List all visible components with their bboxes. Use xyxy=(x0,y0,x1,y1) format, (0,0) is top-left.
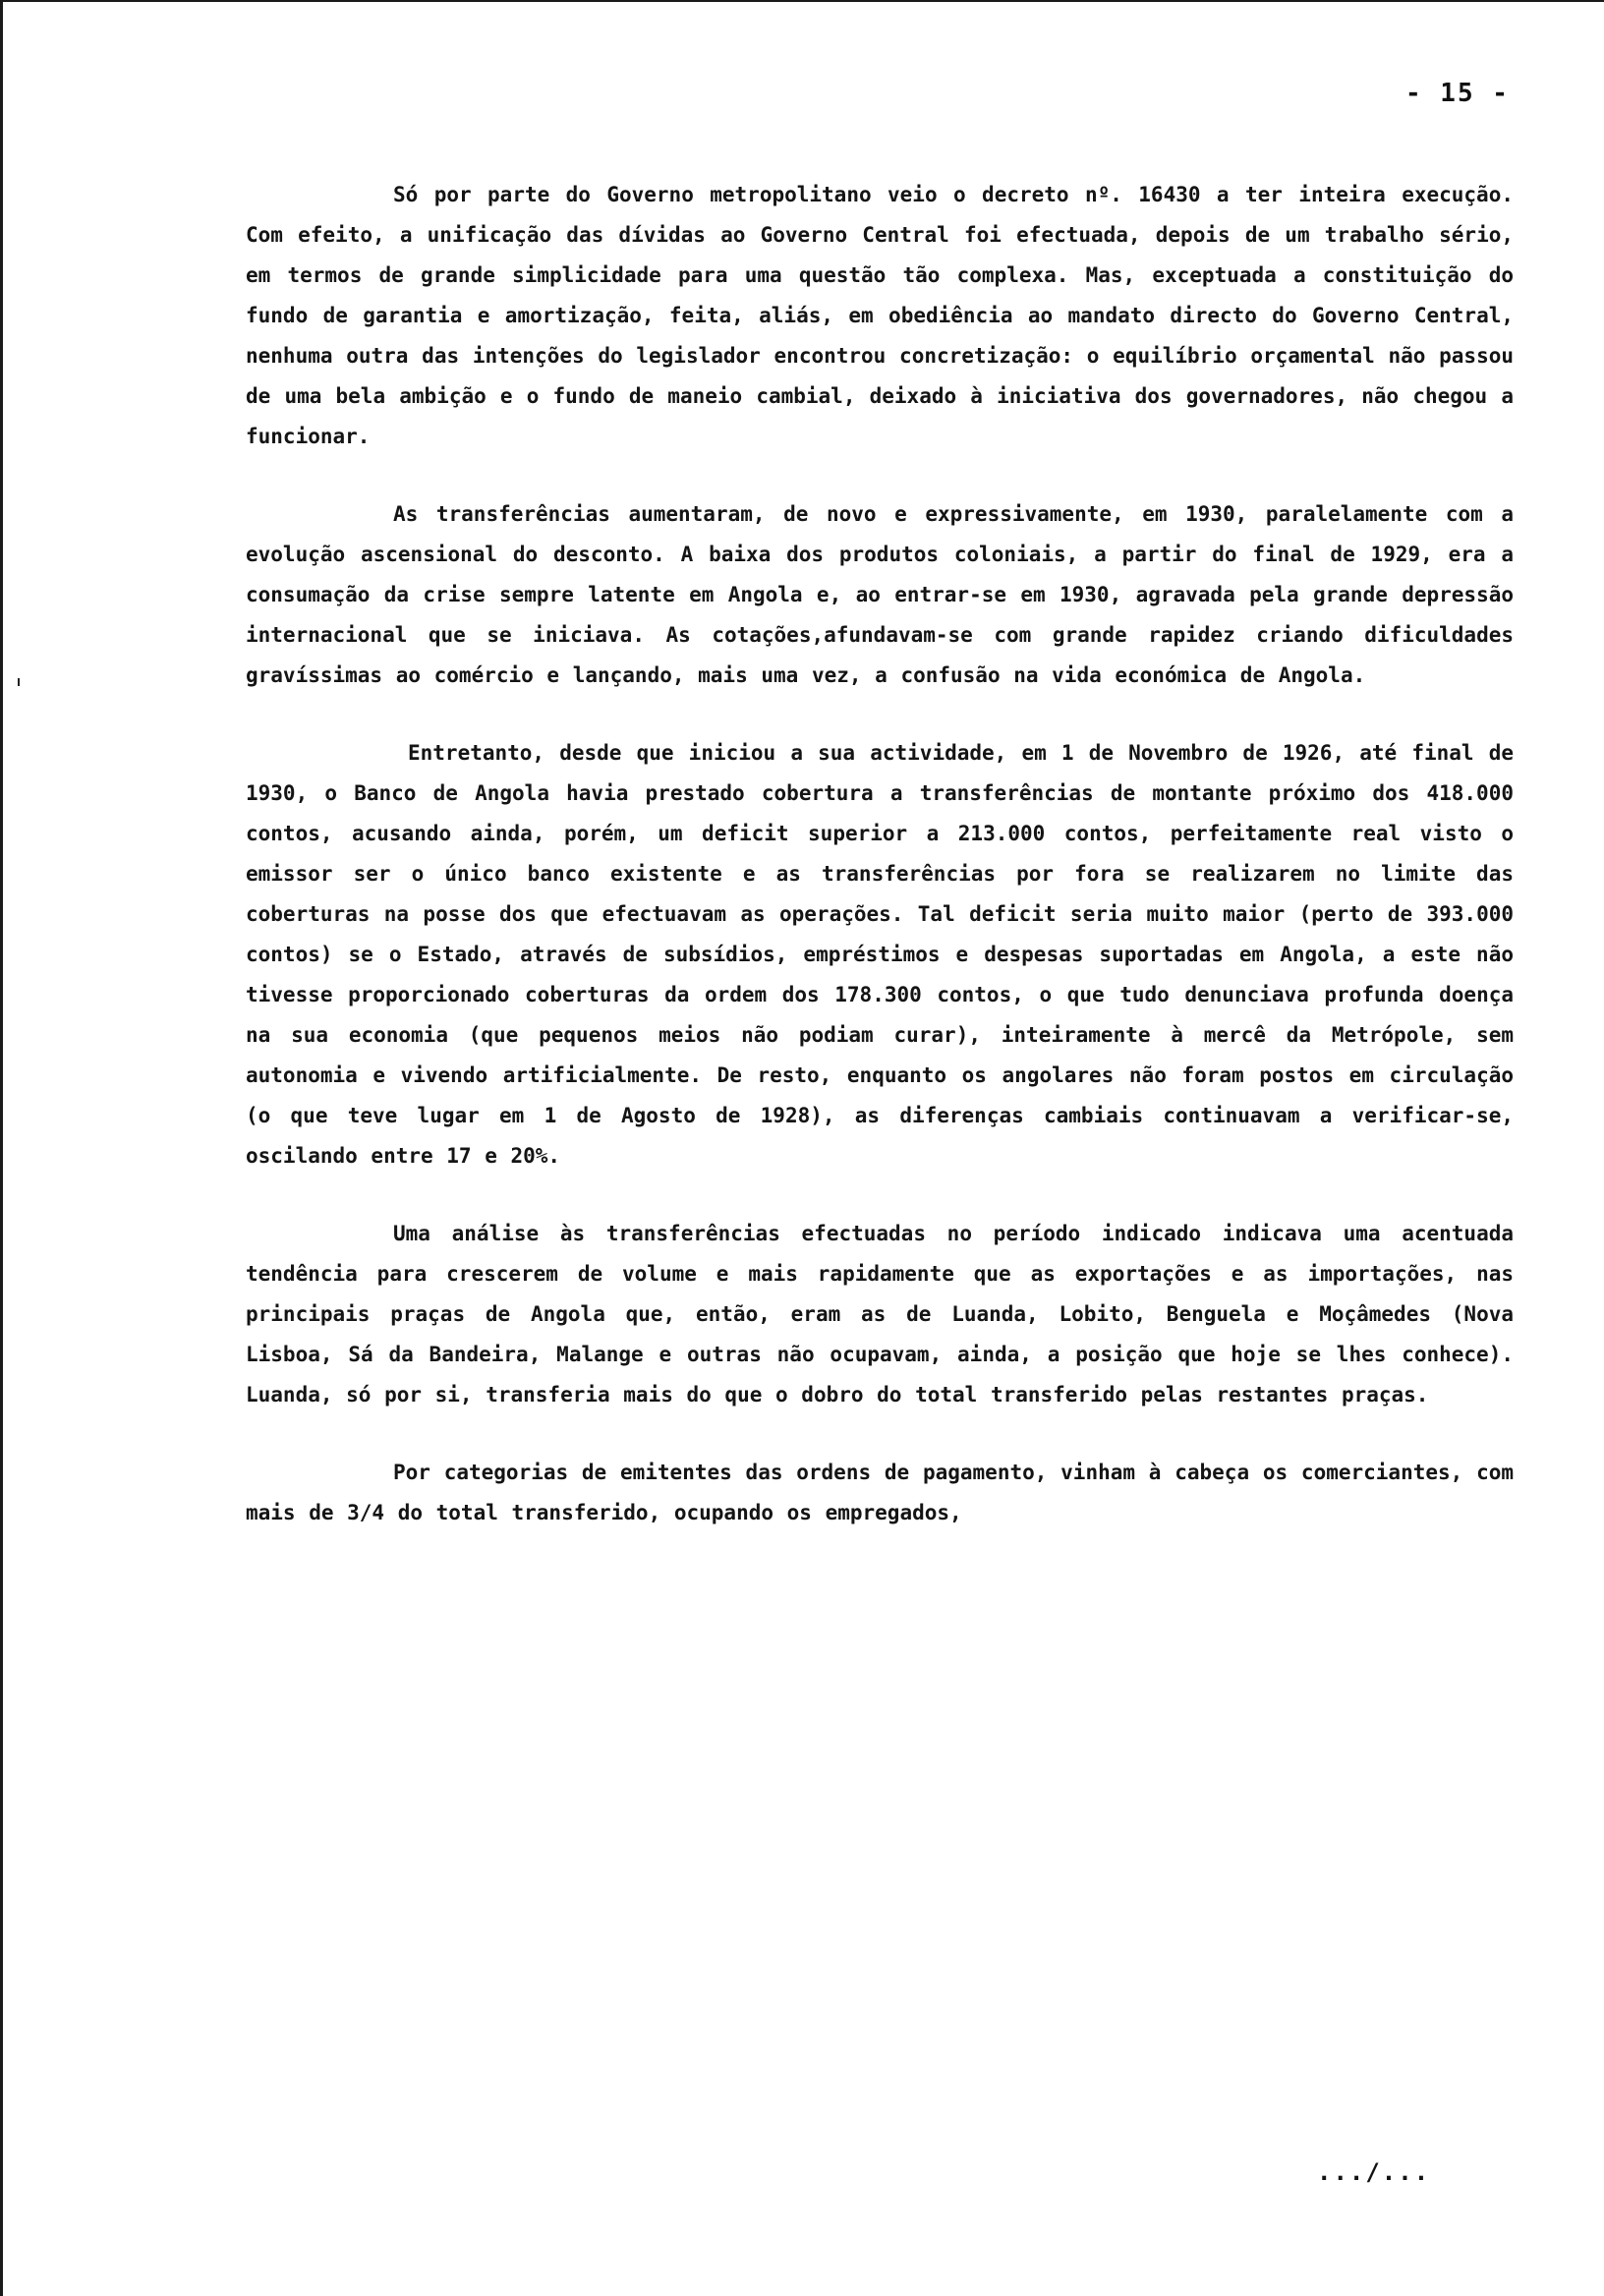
page-top-edge xyxy=(0,0,1604,2)
paragraph-4: Uma análise às transferências efectuadas no período indicado indicava uma acentuada tendência para crescerem de volume e mais rapidamente que as exportações e as importações, nas principais praças de Angola que, então, eram as de Luanda, Lobito, Benguela e Moçâmedes (Nova Lisboa, Sá da Bandeira, Malange e outras não ocupavam, ainda, a posição que hoje se lhes conhece). Luanda, só por si, transferia mais do que o dobro do total transferido pelas restantes praças. xyxy=(246,1222,1514,1406)
page-number: - 15 - xyxy=(1405,79,1510,108)
paragraph-1: Só por parte do Governo metropolitano veio o decreto nº. 16430 a ter inteira execução. Com efeito, a unificação das dívidas ao Governo Central foi efectuada, depois de um trabalho sério, em termos de grande simplicidade para uma questão tão complexa. Mas, exceptuada a constituição do fundo de garantia e amortização, feita, aliás, em obediência ao mandato directo do Governo Central, nenhuma outra das intenções do legislador encontrou concretização: o equilíbrio orçamental não passou de uma bela ambição e o fundo de maneio cambial, deixado à iniciativa dos governadores, não chegou a funcionar. xyxy=(246,183,1514,448)
scan-mark xyxy=(18,678,20,686)
continuation-mark: .../... xyxy=(1317,2158,1431,2186)
page-left-edge xyxy=(0,0,3,2296)
paragraph-2: As transferências aumentaram, de novo e expressivamente, em 1930, paralelamente com a evolução ascensional do desconto. A baixa dos produtos coloniais, a partir do final de 1929, era a consumação da crise sempre latente em Angola e, ao entrar-se em 1930, agravada pela grande depressão internacional que se iniciava. As cotações,afundavam-se com grande rapidez criando dificuldades gravíssimas ao comércio e lançando, mais uma vez, a confusão na vida económica de Angola. xyxy=(246,502,1514,687)
body-text xyxy=(246,175,1514,1571)
paragraph-5: Por categorias de emitentes das ordens de pagamento, vinham à cabeça os comerciantes, com mais de 3/4 do total transferido, ocupando os empregados, xyxy=(246,1461,1514,1524)
paragraph-3: Entretanto, desde que iniciou a sua actividade, em 1 de Novembro de 1926, até final de 1930, o Banco de Angola havia prestado cobertura a transferências de montante próximo dos 418.000 contos, acusando ainda, porém, um deficit superior a 213.000 contos, perfeitamente real visto o emissor ser o único banco existente e as transferências por fora se realizarem no limite das coberturas na posse dos que efectuavam as operações. Tal deficit seria muito maior (perto de 393.000 contos) se o Estado, através de subsídios, empréstimos e despesas suportadas em Angola, a este não tivesse proporcionado coberturas da ordem dos 178.300 contos, o que tudo denunciava profunda doença na sua economia (que pequenos meios não podiam curar), inteiramente à mercê da Metrópole, sem autonomia e vivendo artificialmente. De resto, enquanto os angolares não foram postos em circulação (o que teve lugar em 1 de Agosto de 1928), as diferenças cambiais continuavam a verificar-se, oscilando entre 17 e 20%. xyxy=(246,741,1514,1168)
